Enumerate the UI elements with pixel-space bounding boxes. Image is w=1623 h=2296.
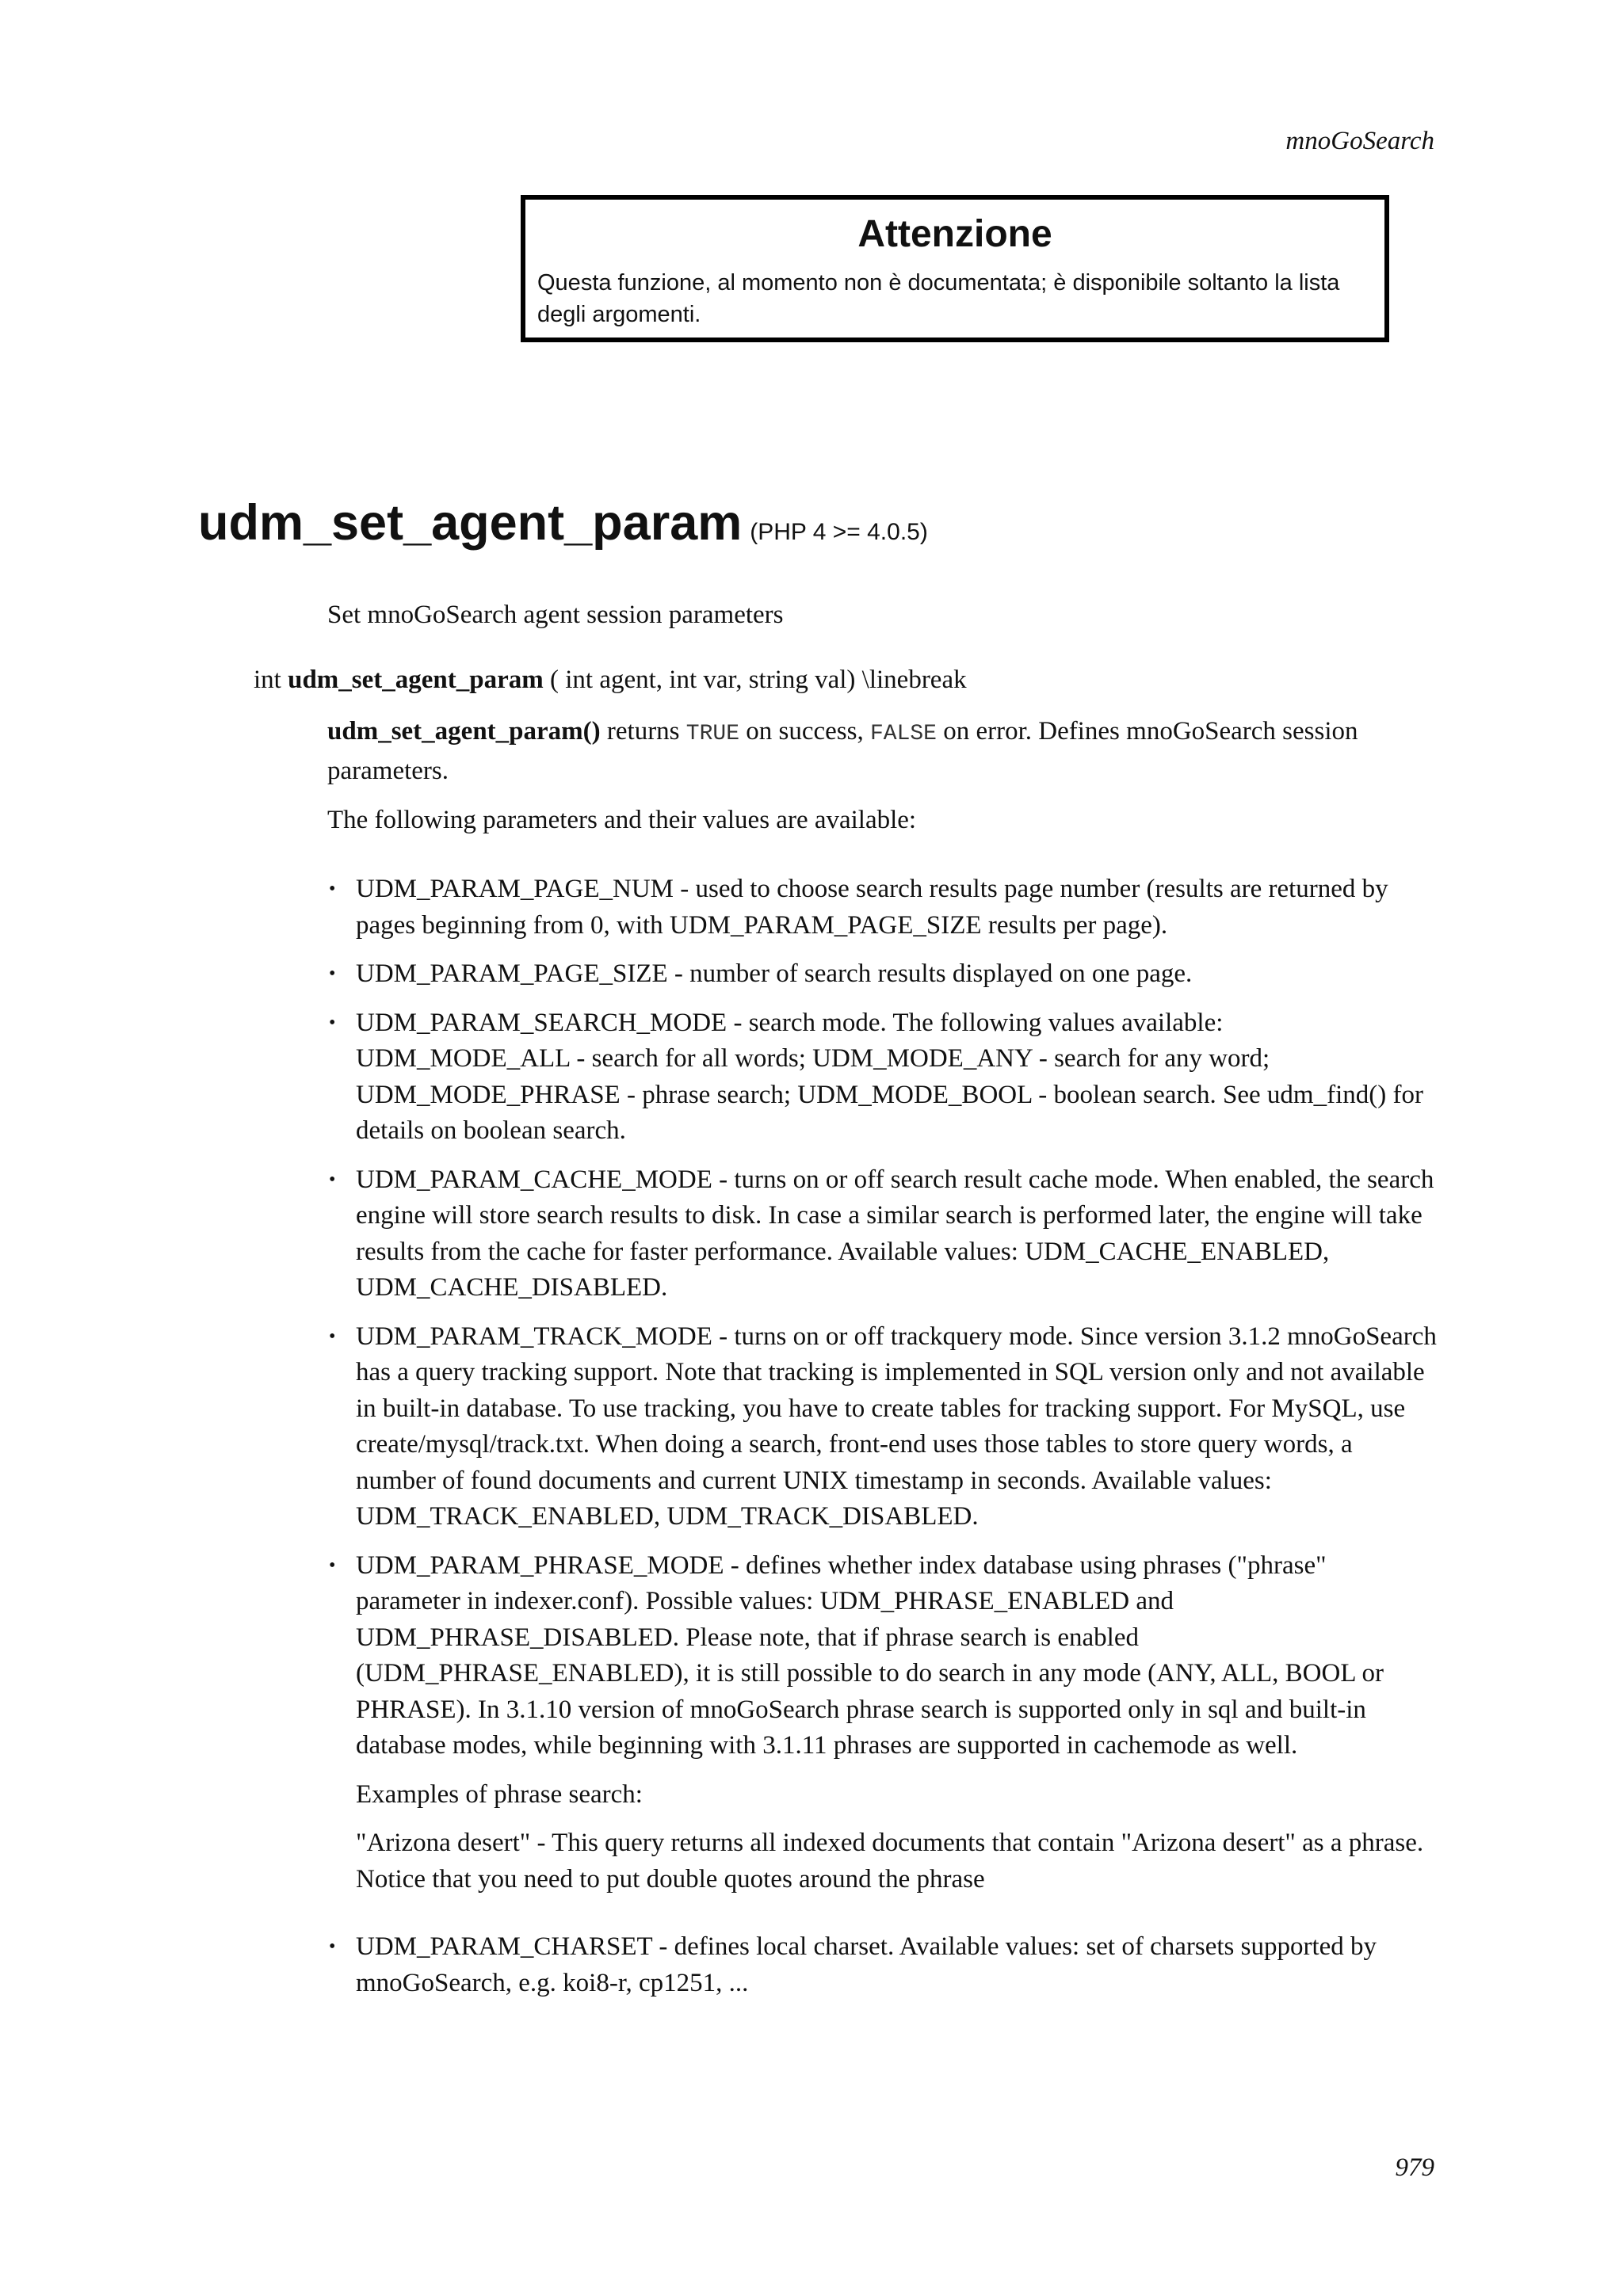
synopsis-return-type: int	[254, 666, 281, 694]
list-item	[327, 1162, 1437, 1306]
warning-box	[521, 195, 1389, 342]
examples-label: Examples of phrase search:	[356, 1779, 643, 1809]
list-item	[327, 1548, 1437, 1898]
description-text: returns	[600, 717, 686, 746]
bullet-icon: •	[329, 1936, 336, 1957]
bullet-icon: •	[329, 879, 336, 899]
bullet-icon: •	[329, 1325, 336, 1347]
list-item	[327, 956, 1437, 993]
bullet-icon: •	[329, 963, 336, 984]
list-item	[327, 871, 1437, 944]
function-name: udm_set_agent_param	[198, 495, 743, 551]
phrase-example: "Arizona desert" - This query returns all indexed documents that contain "Arizona desert" as a phrase. Notice that you need to put double quotes around the phrase	[356, 1829, 1424, 1894]
parameter-list	[327, 871, 1437, 2014]
param-text: UDM_PARAM_CHARSET - defines local charset. Available values: set of charsets supported by mnoGoSearch, e.g. koi8-r, cp1251, ...	[356, 1932, 1377, 1997]
synopsis-function-name: udm_set_agent_param	[288, 666, 544, 694]
function-description	[327, 713, 1437, 851]
description-text: on success,	[739, 717, 870, 746]
synopsis-args: ( int agent, int var, string val) \linebreak	[550, 666, 967, 694]
true-constant: TRUE	[685, 722, 739, 746]
description-function-ref: udm_set_agent_param()	[327, 717, 601, 746]
page-number: 979	[1395, 2153, 1434, 2182]
param-text: UDM_PARAM_CACHE_MODE - turns on or off search result cache mode. When enabled, the search engine will store search results to disk. In case a similar search is performed later, the engine will take results from the cache for faster performance. Available values: UDM_CACHE_ENABLED, UDM_CACHE_DISABLED.	[356, 1165, 1434, 1302]
running-header: mnoGoSearch	[1285, 127, 1434, 155]
bullet-icon: •	[329, 1554, 336, 1576]
function-purpose: Set mnoGoSearch agent session parameters	[327, 601, 784, 629]
description-paragraph	[327, 713, 1437, 789]
list-item	[327, 1005, 1437, 1150]
function-heading	[198, 494, 928, 551]
function-synopsis	[254, 666, 967, 695]
param-text: UDM_PARAM_TRACK_MODE - turns on or off trackquery mode. Since version 3.1.2 mnoGoSearch has a query tracking support. Note that tracking is implemented in SQL version only and not available in built-in database. To use tracking, you have to create tables for tracking support. For MySQL, use create/mysql/track.txt. When doing a search, front-end uses those tables to store query words, a number of found documents and current UNIX timestamp in seconds. Available values: UDM_TRACK_ENABLED, UDM_TRACK_DISABLED.	[356, 1322, 1437, 1531]
list-item	[327, 1929, 1437, 2001]
param-text: UDM_PARAM_SEARCH_MODE - search mode. The following values available: UDM_MODE_ALL - search for all words; UDM_MODE_ANY - search for any word; UDM_MODE_PHRASE - phrase search; UDM_MODE_BOOL - boolean search. See udm_find() for details on boolean search.	[356, 1008, 1423, 1145]
list-item	[327, 1319, 1437, 1535]
param-text: UDM_PARAM_PAGE_NUM - used to choose search results page number (results are returned by pages beginning from 0, with UDM_PARAM_PAGE_SIZE results per page).	[356, 875, 1388, 940]
param-text: UDM_PARAM_PHRASE_MODE - defines whether index database using phrases ("phrase" parameter in indexer.conf). Possible values: UDM_PHRASE_ENABLED and UDM_PHRASE_DISABLED. Please note, that if phrase search is enabled (UDM_PHRASE_ENABLED), it is still possible to do search in any mode (ANY, ALL, BOOL or PHRASE). In 3.1.10 version of mnoGoSearch phrase search is supported only in sql and built-in database modes, while beginning with 3.1.11 phrases are supported in cachemode as well.	[356, 1550, 1384, 1760]
bullet-icon: •	[329, 1012, 336, 1033]
description-intro: The following parameters and their values are available:	[327, 806, 917, 834]
bullet-icon: •	[329, 1169, 336, 1190]
warning-title: Attenzione	[857, 213, 1052, 255]
false-constant: FALSE	[869, 722, 937, 746]
param-text: UDM_PARAM_PAGE_SIZE - number of search results displayed on one page.	[356, 959, 1193, 988]
description-text: on error. Defines mnoGoSearch session parameters.	[327, 717, 1358, 785]
warning-body: Questa funzione, al momento non è documentata; è disponibile soltanto la lista degli argomenti.	[537, 269, 1340, 327]
function-version: (PHP 4 >= 4.0.5)	[750, 519, 928, 545]
